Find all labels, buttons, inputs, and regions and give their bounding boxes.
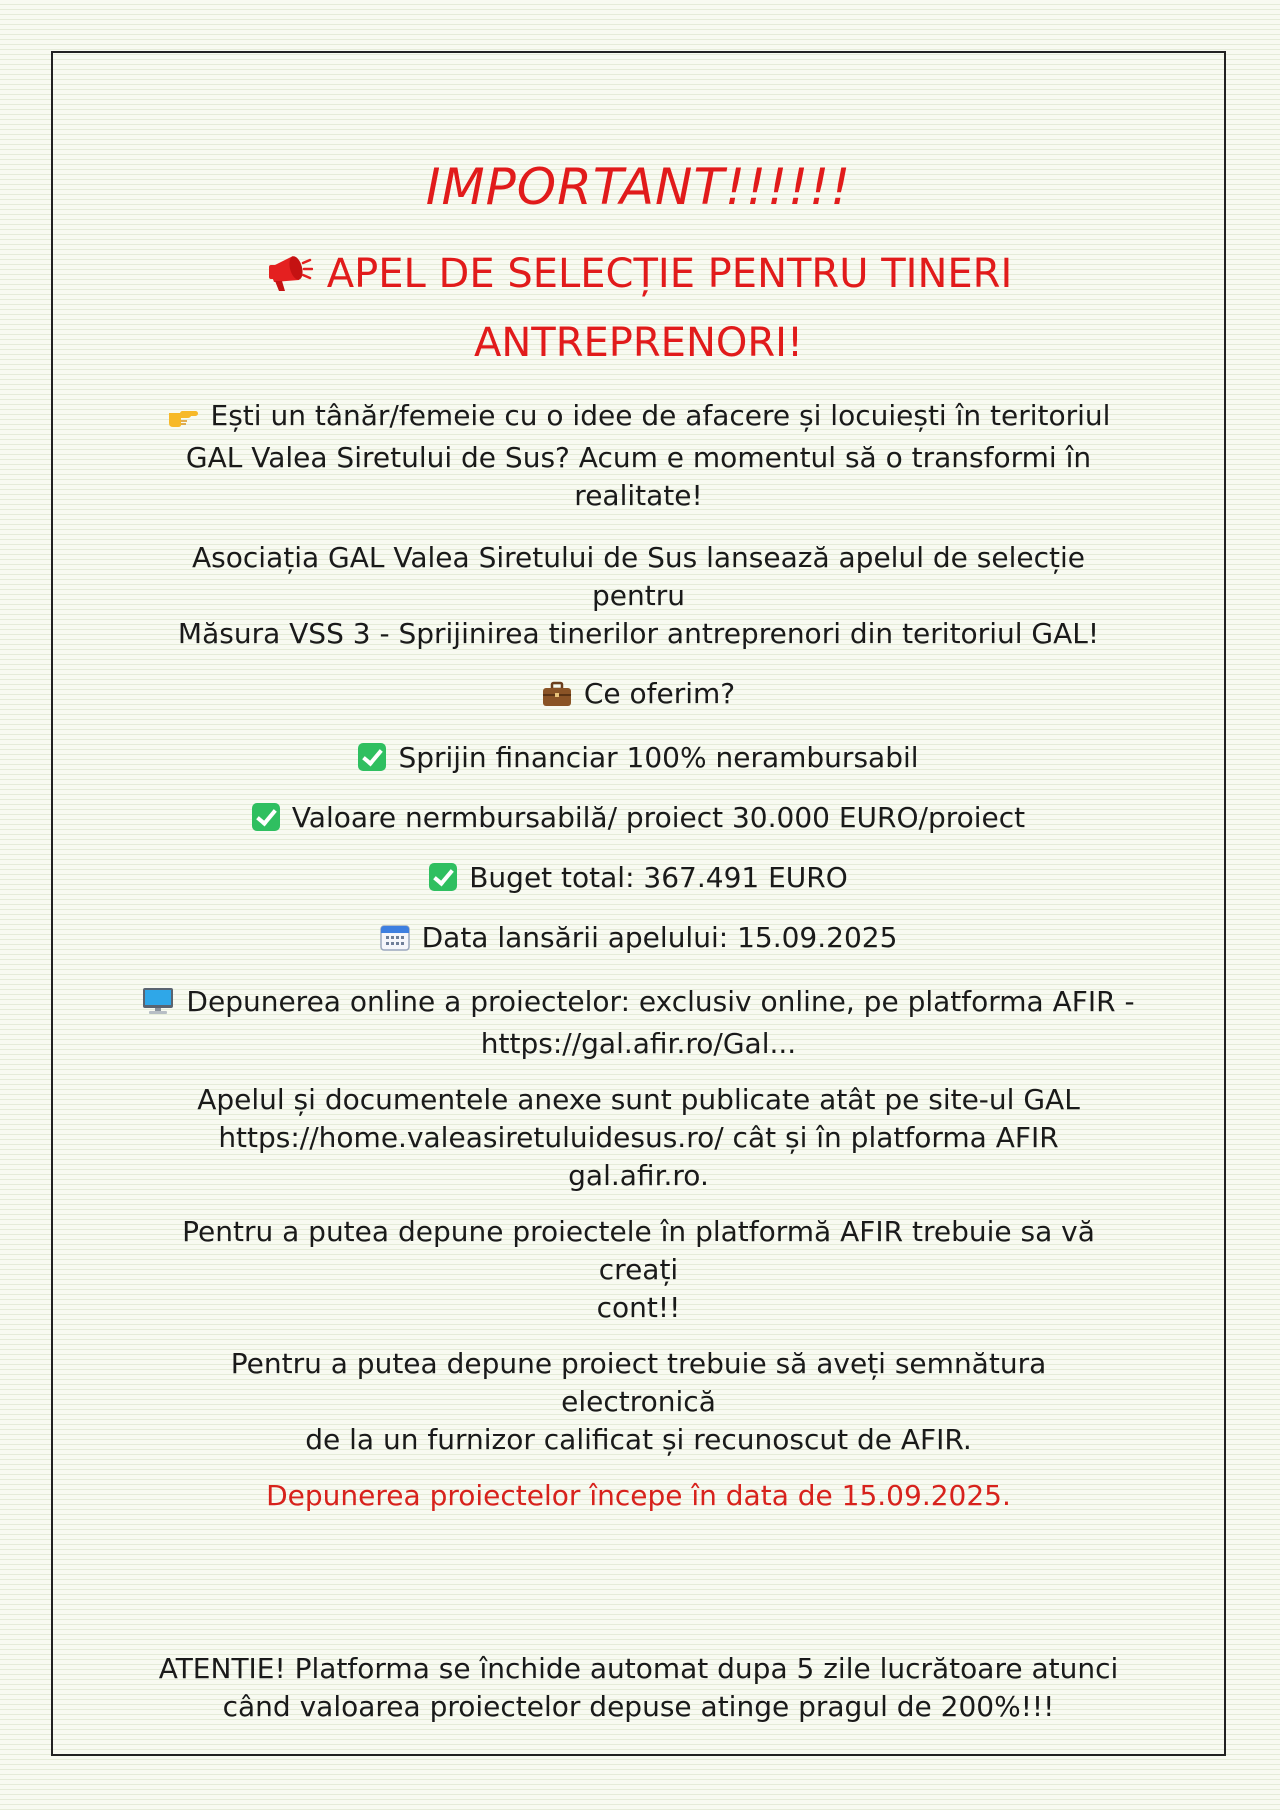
headline-line-2: ANTREPRENORI! <box>473 320 803 366</box>
signature-line-2: de la un furnizor calificat și recunoscut de AFIR. <box>305 1423 972 1456</box>
documents-paragraph <box>159 1081 1119 1195</box>
account-line-1: Pentru a putea depune proiectele în platformă AFIR trebuie sa vă creați <box>182 1215 1095 1286</box>
warning-line-1: ATENTIE! Platforma se închide automat dupa 5 zile lucrătoare atunci <box>158 1652 1119 1685</box>
documents-line-2: https://home.valeasiretuluidesus.ro/ cât și în platforma AFIR <box>218 1121 1059 1154</box>
offer-item <box>53 739 1224 777</box>
online-line-1: Depunerea online a proiectelor: exclusiv online, pe platforma AFIR - <box>186 985 1135 1018</box>
poster-frame <box>51 51 1226 1756</box>
launch-date-text: Data lansării apelului: 15.09.2025 <box>421 921 898 954</box>
offer-item-text: Buget total: 367.491 EURO <box>469 861 848 894</box>
account-line-2: cont!! <box>596 1291 681 1324</box>
briefcase-icon <box>542 679 572 717</box>
documents-line-1: Apelul și documentele anexe sunt publicate atât pe site-ul GAL <box>197 1083 1080 1116</box>
offer-item-text: Sprijin financiar 100% nerambursabil <box>398 741 919 774</box>
computer-icon <box>142 987 174 1025</box>
intro-paragraph <box>159 397 1119 515</box>
account-paragraph <box>139 1213 1139 1327</box>
announcement-paragraph <box>159 539 1119 653</box>
warning-line-2: când valoarea proiectelor depuse atinge pragul de 200%!!! <box>222 1690 1055 1723</box>
offer-item <box>53 799 1224 837</box>
pointing-hand-icon <box>167 401 199 439</box>
offer-heading <box>53 675 1224 717</box>
headline-line-1: APEL DE SELECȚIE PENTRU TINERI <box>326 251 1013 297</box>
signature-line-1: Pentru a putea depune proiect trebuie să aveți semnătura electronică <box>230 1347 1047 1418</box>
megaphone-icon <box>265 249 313 312</box>
poster-content <box>53 53 1224 1726</box>
offer-item <box>53 859 1224 897</box>
online-line-2: https://gal.afir.ro/Gal... <box>480 1027 797 1060</box>
launch-date <box>53 919 1224 961</box>
check-icon <box>252 803 280 831</box>
important-title: IMPORTANT!!!!!! <box>425 158 852 216</box>
offer-label: Ce oferim? <box>583 677 736 710</box>
announcement-line-2: Măsura VSS 3 - Sprijinirea tinerilor antreprenori din teritoriul GAL! <box>177 617 1100 650</box>
check-icon <box>358 743 386 771</box>
check-icon <box>429 863 457 891</box>
calendar-icon <box>380 923 410 961</box>
offer-item-text: Valoare nermbursabilă/ proiect 30.000 EURO/proiect <box>291 801 1026 834</box>
warning-paragraph <box>159 1650 1119 1726</box>
start-notice: Depunerea proiectelor începe în data de 15.09.2025. <box>266 1479 1011 1512</box>
announcement-line-1: Asociația GAL Valea Siretului de Sus lansează apelul de selecție pentru <box>192 541 1085 612</box>
intro-text: Ești un tânăr/femeie cu o idee de afacere și locuiești în teritoriul GAL Valea Siretului de Sus? Acum e momentul să o transformi în realitate! <box>185 399 1111 512</box>
documents-line-3: gal.afir.ro. <box>568 1159 709 1192</box>
call-headline <box>189 243 1089 375</box>
online-submission <box>139 983 1139 1063</box>
signature-paragraph <box>159 1345 1119 1459</box>
